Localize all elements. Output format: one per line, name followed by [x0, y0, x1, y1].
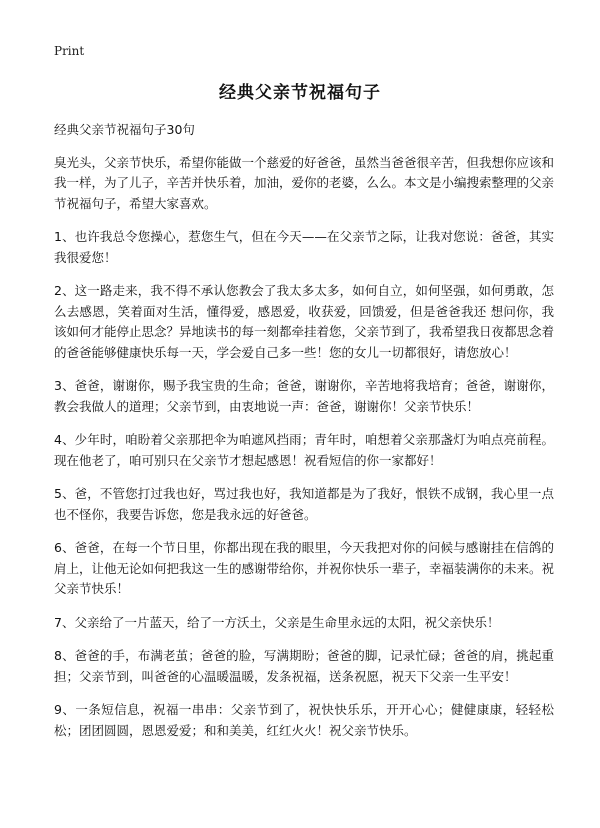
- print-link[interactable]: Print: [54, 44, 85, 58]
- list-item: 5、爸，不管您打过我也好，骂过我也好，我知道都是为了我好，恨铁不成钢，我心里一点也不怪你，我要告诉您，您是我永远的好爸爸。: [54, 486, 554, 522]
- intro-paragraph: 臭光头，父亲节快乐，希望你能做一个慈爱的好爸爸，虽然当爸爸很辛苦，但我想你应该和我一样，为了儿子，辛苦并快乐着，加油，爱你的老婆，么么。本文是小编搜索整理的父亲节祝福句子，希望大家喜欢。: [54, 154, 555, 211]
- list-item: 2、这一路走来，我不得不承认您教会了我太多太多，如何自立，如何坚强，如何勇敢，怎么去感恩，笑着面对生活，懂得爱，感恩爱，收获爱，回馈爱，但是爸爸我还 想问你，我该如何才能停止思念？异地读书的每一刻都牵挂着您，父亲节到了，我希望我日夜都思念着的爸爸能够健康快乐每一天，学会爱自己多一些！您的女儿一切都很好，请您放心！: [54, 283, 555, 360]
- list-item: 4、少年时，咱盼着父亲那把伞为咱遮风挡雨；青年时，咱想着父亲那盏灯为咱点亮前程。现在他老了，咱可别只在父亲节才想起感恩！祝看短信的你一家都好！: [54, 432, 554, 468]
- list-item: 8、爸爸的手，布满老茧；爸爸的脸，写满期盼；爸爸的脚，记录忙碌；爸爸的肩，挑起重担；父亲节到，叫爸爸的心温暖温暖，发条祝福，送条祝愿，祝天下父亲一生平安！: [54, 648, 554, 684]
- article-body: [54, 120, 554, 754]
- page-title: 经典父亲节祝福句子: [219, 83, 381, 103]
- list-item: 1、也许我总令您操心，惹您生气，但在今天——在父亲节之际，让我对您说：爸爸，其实我很爱您！: [54, 229, 554, 265]
- list-item: 6、爸爸，在每一个节日里，你都出现在我的眼里，今天我把对你的问候与感谢挂在信鸽的肩上，让他无论如何把我这一生的感谢带给你，并祝你快乐一辈子，幸福装满你的未来。祝父亲节快乐！: [54, 540, 555, 596]
- list-item: 9、一条短信息，祝福一串串：父亲节到了，祝快快乐乐，开开心心；健健康康，轻轻松松；团团圆圆，恩恩爱爱；和和美美，红红火火！祝父亲节快乐。: [54, 702, 554, 738]
- list-item: 3、爸爸，谢谢你，赐予我宝贵的生命；爸爸，谢谢你，辛苦地将我培育；爸爸，谢谢你，教会我做人的道理；父亲节到，由衷地说一声：爸爸，谢谢你！父亲节快乐！: [54, 378, 554, 414]
- list-item: 7、父亲给了一片蓝天，给了一方沃土，父亲是生命里永远的太阳，祝父亲快乐！: [54, 614, 500, 630]
- article-subtitle: 经典父亲节祝福句子30句: [54, 122, 195, 137]
